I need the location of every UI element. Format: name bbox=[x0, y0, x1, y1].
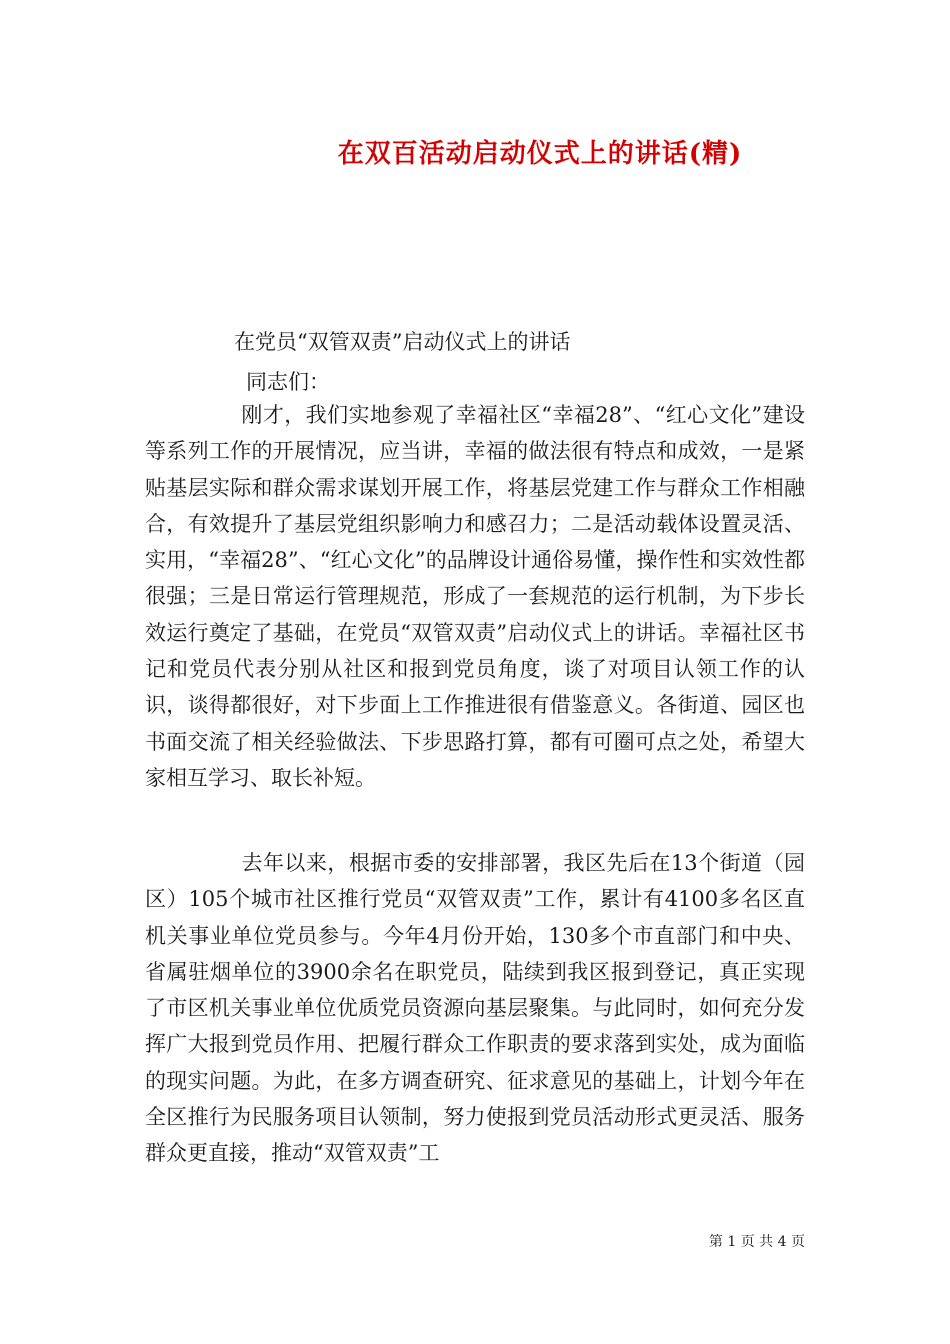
paragraph-text: 去年以来，根据市委的安排部署，我区先后在13个街道（园区）105个城市社区推行党员“双管双责”工作，累计有4100多名区直机关事业单位党员参与。今年4月份开始，130多个市直部门和中央、省属驻烟单位的3900余名在职党员，陆续到我区报到登记，真正实现了市区机关事业单位优质党员资源向基层聚集。与此同时，如何充分发挥广大报到党员作用、把履行群众工作职责的要求落到实处，成为面临的现实问题。为此，在多方调查研究、征求意见的基础上，计划今年在全区推行为民服务项目认领制，努力使报到党员活动形式更灵活、服务群众更直接，推动“双管双责”工 bbox=[145, 851, 805, 1166]
paragraph-2 bbox=[145, 845, 805, 1172]
document-title: 在双百活动启动仪式上的讲话(精) bbox=[337, 139, 743, 169]
paragraph-1 bbox=[145, 397, 805, 796]
document-subtitle: 在党员“双管双责”启动仪式上的讲话 bbox=[234, 330, 571, 354]
page-footer: 第 1 页 共 4 页 bbox=[708, 1234, 805, 1250]
paragraph-text: 刚才，我们实地参观了幸福社区“幸福28”、“红心文化”建设等系列工作的开展情况，应当讲，幸福的做法很有特点和成效，一是紧贴基层实际和群众需求谋划开展工作，将基层党建工作与群众工作相融合，有效提升了基层党组织影响力和感召力；二是活动载体设置灵活、实用，“幸福28”、“红心文化”的品牌设计通俗易懂，操作性和实效性都很强；三是日常运行管理规范，形成了一套规范的运行机制，为下步长效运行奠定了基础，在党员“双管双责”启动仪式上的讲话。幸福社区书记和党员代表分别从社区和报到党员角度，谈了对项目认领工作的认识，谈得都很好，对下步面上工作推进很有借鉴意义。各街道、园区也书面交流了相关经验做法、下步思路打算，都有可圈可点之处，希望大家相互学习、取长补短。 bbox=[145, 403, 805, 790]
salutation: 同志们： bbox=[246, 370, 330, 394]
